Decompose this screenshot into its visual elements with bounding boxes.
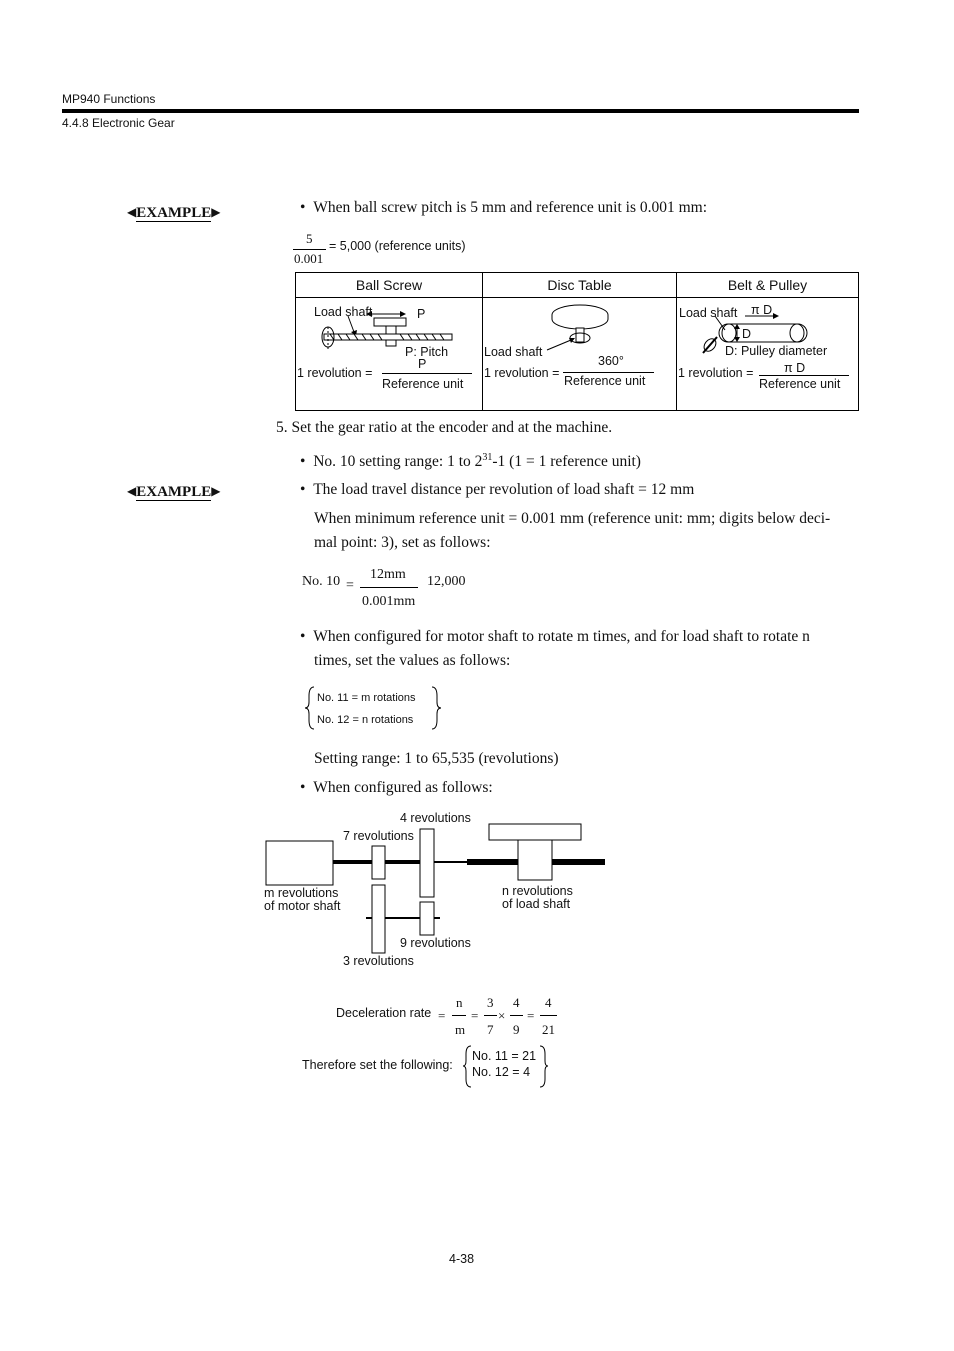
config1-line-2: times, set the values as follows: xyxy=(314,652,511,669)
mechanism-table xyxy=(295,272,859,411)
right-triangle-icon: ▶ xyxy=(211,205,221,219)
label-motor-1: m revolutions xyxy=(264,886,339,900)
label-load-1: n revolutions xyxy=(502,884,573,898)
config1-no12: No. 12 = n rotations xyxy=(317,714,414,726)
ex1-result: = 5,000 (reference units) xyxy=(329,239,466,253)
label-motor-2: of motor shaft xyxy=(264,899,341,913)
ex2-result: 12,000 xyxy=(427,574,466,589)
step-5: 5. Set the gear ratio at the encoder and at the machine. xyxy=(276,419,613,436)
therefore-label: Therefore set the following: xyxy=(302,1058,453,1072)
cell-belt-pulley: Load shaft π D D D: Pulley diameter 1 revolution = π D Reference unit xyxy=(677,298,859,411)
ex2-lhs: No. 10 xyxy=(302,574,341,589)
cell-disc-table: Load shaft 1 revolution = 360° Reference unit xyxy=(483,298,677,411)
right-triangle-icon: ▶ xyxy=(211,484,221,498)
ex1-denominator: 0.001 xyxy=(294,251,324,266)
label-7-revolutions: 7 revolutions xyxy=(343,829,414,843)
ex2-bullet: • The load travel distance per revolution of load shaft = 12 mm xyxy=(300,481,695,498)
ex2-numerator: 12mm xyxy=(370,567,406,582)
ex1-fraction-line xyxy=(293,249,326,250)
ex2-para-1: When minimum reference unit = 0.001 mm (reference unit: mm; digits below deci- xyxy=(314,510,831,527)
document-title: MP940 Functions xyxy=(62,92,156,106)
ex1-numerator: 5 xyxy=(306,231,313,246)
config1-range: Setting range: 1 to 65,535 (revolutions) xyxy=(314,750,559,767)
ex2-denominator: 0.001mm xyxy=(362,594,416,609)
decel-label: Deceleration rate xyxy=(336,1006,432,1020)
range-bullet: • No. 10 setting range: 1 to $2^{31}-1$ (1 = 1 reference unit) xyxy=(300,452,641,471)
header-rule xyxy=(62,109,859,113)
config2-bullet: • When configured as follows: xyxy=(300,779,493,796)
header-ball-screw: Ball Screw xyxy=(296,273,483,298)
ex2-eq: = xyxy=(346,578,354,593)
left-triangle-icon: ◀ xyxy=(127,205,137,219)
section-title: 4.4.8 Electronic Gear xyxy=(62,116,175,130)
label-9-revolutions: 9 revolutions xyxy=(400,936,471,950)
cell-ball-screw: Load shaft P P: Pitch 1 revolution = P Reference unit xyxy=(296,298,483,411)
header-belt-pulley: Belt & Pulley xyxy=(677,273,859,298)
page-number: 4-38 xyxy=(449,1252,475,1266)
left-triangle-icon: ◀ xyxy=(127,484,137,498)
config1-no11: No. 11 = m rotations xyxy=(317,692,416,704)
therefore-no11: No. 11 = 21 xyxy=(472,1049,537,1063)
example-label-1: ◀EXAMPLE▶ xyxy=(127,205,221,221)
label-3-revolutions: 3 revolutions xyxy=(343,954,414,968)
therefore-no12: No. 12 = 4 xyxy=(472,1065,531,1079)
ex2-para-2: mal point: 3), set as follows: xyxy=(314,534,491,551)
example-label-2: ◀EXAMPLE▶ xyxy=(127,484,221,500)
label-4-revolutions: 4 revolutions xyxy=(400,811,471,825)
ex1-bullet: • When ball screw pitch is 5 mm and reference unit is 0.001 mm: xyxy=(300,199,708,216)
config1-line-1: • When configured for motor shaft to rotate m times, and for load shaft to rotate n xyxy=(300,628,810,645)
label-load-2: of load shaft xyxy=(502,897,571,911)
header-disc-table: Disc Table xyxy=(483,273,677,298)
ex2-fraction-line xyxy=(360,587,418,588)
